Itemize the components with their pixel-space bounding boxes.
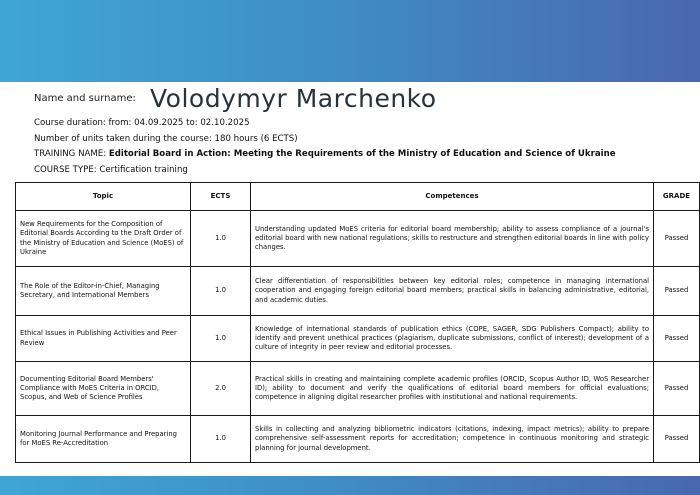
ects-cell: 1.0 xyxy=(191,416,251,463)
header-topic: Topic xyxy=(16,183,191,211)
table-row xyxy=(16,362,700,416)
topic-cell: New Requirements for the Composition of Editorial Boards According to the Draft Order of the Ministry of Education and Science (MoES) of Ukraine xyxy=(16,211,191,267)
table-row xyxy=(16,416,700,463)
header-banner xyxy=(0,0,700,82)
participant-name: Volodymyr Marchenko xyxy=(150,84,437,113)
ects-cell: 2.0 xyxy=(191,362,251,416)
training-name: Editorial Board in Action: Meeting the Requirements of the Ministry of Education and Science of Ukraine xyxy=(108,149,616,159)
course-duration: Course duration: from: 04.09.2025 to: 02.10.2025 xyxy=(34,118,250,128)
grade-cell: Passed xyxy=(654,267,700,316)
competences-cell: Practical skills in creating and maintaining complete academic profiles (ORCID, Scopus Author ID, WoS Researcher ID); ability to document and verify the qualifications of editorial board members for official evaluations; competence in aligning digital researcher profiles with institutional and national requirements. xyxy=(251,362,654,416)
ects-cell: 1.0 xyxy=(191,316,251,362)
header-ects: ECTS xyxy=(191,183,251,211)
course-type: COURSE TYPE: Certification training xyxy=(34,164,188,175)
table-row xyxy=(16,211,700,267)
header-grade: GRADE xyxy=(654,183,700,211)
table-row xyxy=(16,316,700,362)
course-table xyxy=(15,182,700,463)
table-header-row xyxy=(16,183,700,211)
name-row xyxy=(34,84,674,116)
units-taken: Number of units taken during the course: 180 hours (6 ECTS) xyxy=(34,133,298,144)
grade-cell: Passed xyxy=(654,316,700,362)
competences-cell: Skills in collecting and analyzing bibliometric indicators (citations, indexing, impact metrics); ability to prepare comprehensive self-assessment reports for accreditation; competence in continuous monitoring and strategic planning for journal development. xyxy=(251,416,654,463)
ects-cell: 1.0 xyxy=(191,211,251,267)
grade-cell: Passed xyxy=(654,211,700,267)
grade-cell: Passed xyxy=(654,362,700,416)
topic-cell: Documenting Editorial Board Members' Compliance with MoES Criteria in ORCID, Scopus, and Web of Science Profiles xyxy=(16,362,191,416)
grade-cell: Passed xyxy=(654,416,700,463)
topic-cell: The Role of the Editor-in-Chief, Managing Secretary, and International Members xyxy=(16,267,191,316)
competences-cell: Clear differentiation of responsibilities between key editorial roles; competence in managing international cooperation and engaging foreign editorial board members; practical skills in balancing administrative, editorial, and academic duties. xyxy=(251,267,654,316)
training-label: TRAINING NAME: xyxy=(34,149,109,159)
ects-cell: 1.0 xyxy=(191,267,251,316)
topic-cell: Monitoring Journal Performance and Preparing for MoES Re-Accreditation xyxy=(16,416,191,463)
certificate-info xyxy=(34,84,674,178)
header-competences: Competences xyxy=(251,183,654,211)
competences-cell: Knowledge of international standards of publication ethics (COPE, SAGER, SDG Publishers Compact); ability to identify and prevent unethical practices (plagiarism, duplicate submissions, conflict of interest); development of a culture of integrity in peer review and editorial processes. xyxy=(251,316,654,362)
training-name-line xyxy=(34,147,674,163)
topic-cell: Ethical Issues in Publishing Activities and Peer Review xyxy=(16,316,191,362)
competences-cell: Understanding updated MoES criteria for editorial board membership; ability to assess compliance of a journal's editorial board with new national regulations; skills to restructure and strengthen editorial boards in line with policy changes. xyxy=(251,211,654,267)
table-row xyxy=(16,267,700,316)
name-label: Name and surname: xyxy=(34,93,136,104)
footer-banner xyxy=(0,476,700,495)
